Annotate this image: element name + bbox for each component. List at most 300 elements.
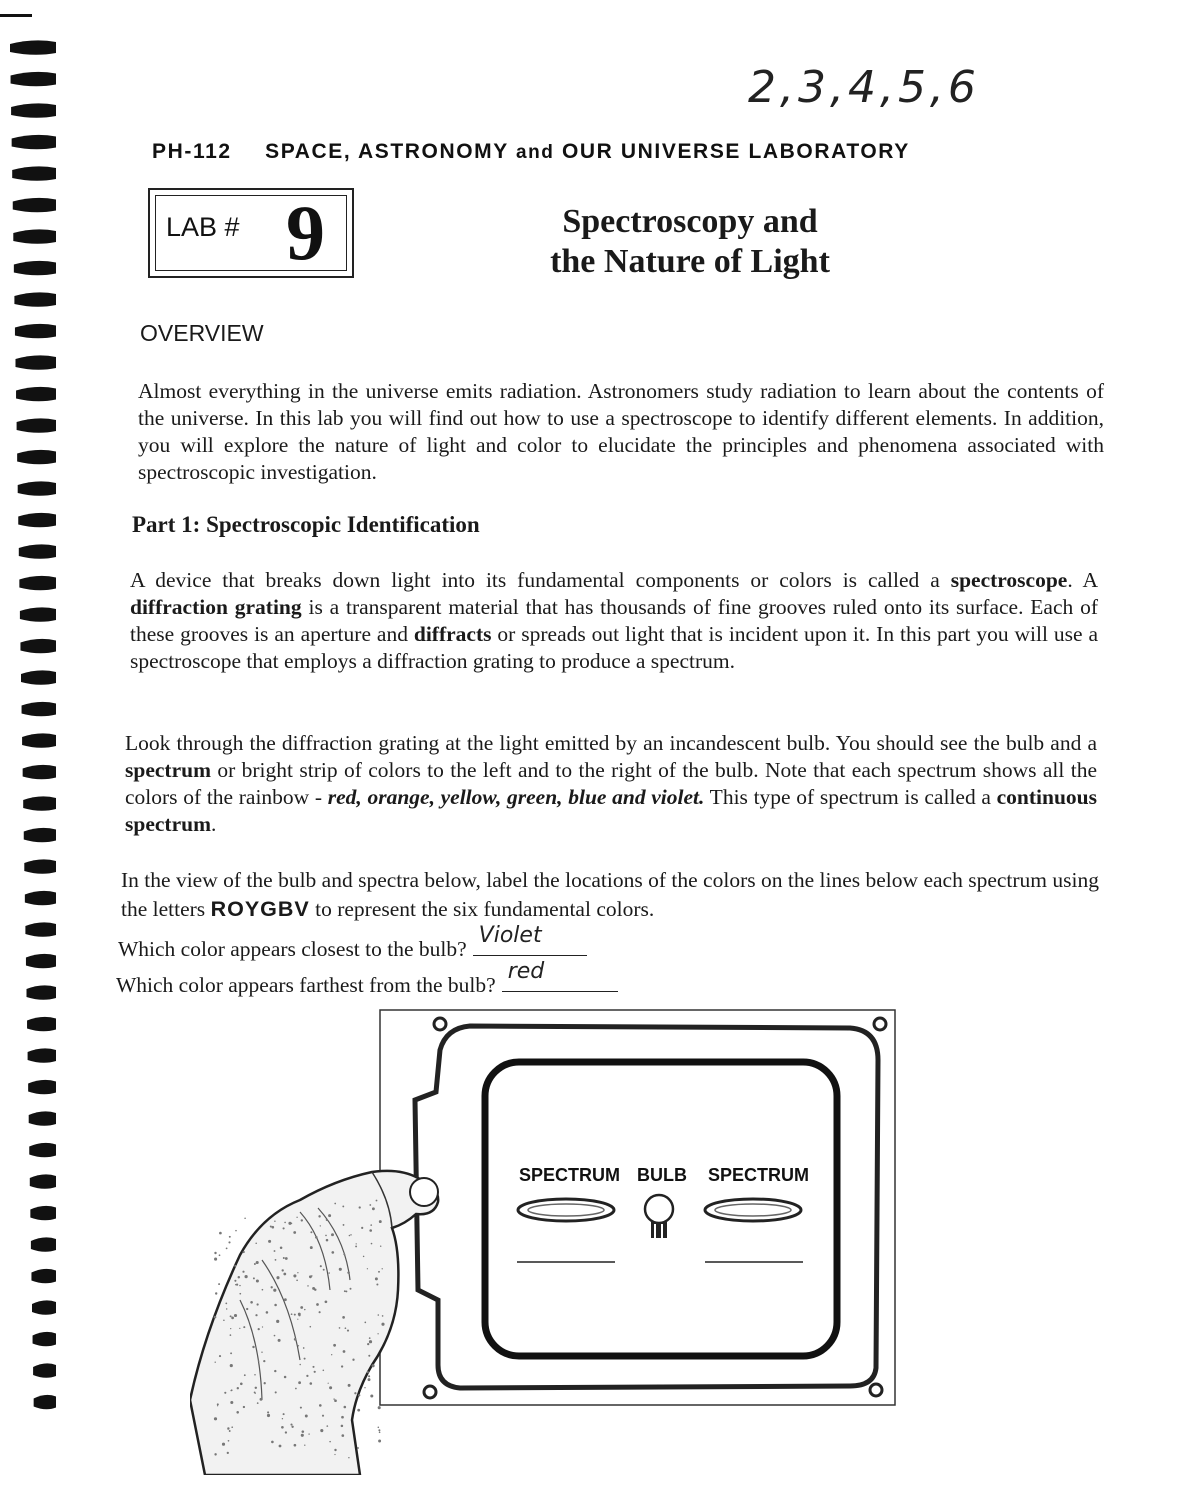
stipple-dot — [322, 1415, 324, 1417]
stipple-dot — [301, 1434, 304, 1437]
stipple-dot — [283, 1413, 285, 1415]
stipple-dot — [323, 1269, 325, 1271]
stipple-dot — [378, 1427, 380, 1429]
stipple-dot — [262, 1326, 263, 1327]
stipple-dot — [344, 1406, 347, 1409]
question-text: Which color appears closest to the bulb? — [118, 937, 467, 961]
stipple-dot — [378, 1406, 381, 1409]
stipple-dot — [260, 1398, 263, 1401]
stipple-dot — [380, 1245, 381, 1246]
binding-ring — [13, 229, 56, 243]
stipple-dot — [234, 1280, 236, 1282]
binding-ring — [19, 544, 56, 558]
stipple-dot — [325, 1300, 328, 1303]
stipple-dot — [339, 1268, 342, 1271]
stipple-dot — [369, 1204, 371, 1206]
stipple-dot — [267, 1411, 269, 1413]
stipple-dot — [275, 1391, 277, 1393]
stipple-dot — [250, 1301, 253, 1304]
rainbow-colors: red, orange, yellow, green, blue and violet. — [327, 785, 705, 809]
stipple-dot — [369, 1229, 372, 1232]
text: In the view of the bulb and spectra below, label the locations of the colors on the lines below each spectrum using the letters — [121, 868, 1099, 921]
stipple-dot — [348, 1457, 349, 1458]
binding-ring — [31, 1269, 56, 1283]
binding-ring — [20, 639, 56, 653]
stipple-dot — [297, 1319, 298, 1320]
stipple-dot — [219, 1355, 221, 1357]
binding-ring — [12, 166, 56, 180]
stipple-dot — [270, 1225, 272, 1227]
stipple-dot — [382, 1268, 383, 1269]
stipple-dot — [381, 1323, 384, 1326]
stipple-dot — [218, 1283, 220, 1285]
stipple-dot — [274, 1335, 276, 1337]
stipple-dot — [354, 1392, 356, 1394]
text: A device that breaks down light into its fundamental components or colors is called a — [130, 568, 951, 592]
stipple-dot — [231, 1426, 233, 1428]
stipple-dot — [267, 1414, 270, 1417]
stipple-dot — [256, 1279, 259, 1282]
stipple-dot — [226, 1248, 228, 1250]
binding-ring — [14, 261, 56, 275]
stipple-dot — [320, 1265, 322, 1267]
stipple-dot — [228, 1241, 230, 1243]
stipple-dot — [367, 1343, 369, 1345]
stipple-dot — [363, 1256, 365, 1258]
stipple-dot — [306, 1375, 308, 1377]
stipple-dot — [274, 1370, 276, 1372]
lab-title-line2: the Nature of Light — [550, 243, 830, 280]
stipple-dot — [302, 1430, 305, 1433]
answer-field-farthest[interactable] — [502, 959, 618, 992]
course-title-and: and — [515, 142, 555, 163]
binding-ring — [24, 859, 56, 873]
stipple-dot — [323, 1370, 325, 1372]
stipple-dot — [276, 1320, 279, 1323]
binding-ring — [18, 513, 56, 527]
binding-ring — [17, 418, 56, 432]
binding-ring — [30, 1206, 56, 1220]
stipple-dot — [375, 1277, 378, 1280]
stipple-dot — [280, 1247, 283, 1250]
binding-ring — [32, 1300, 56, 1314]
stipple-dot — [219, 1232, 222, 1235]
stipple-dot — [291, 1426, 293, 1428]
text: or spreads out light that is incident upon it. In this part you will use a spectroscope that employs a diffraction grating to produce a spectrum. — [130, 622, 1098, 673]
binding-ring — [34, 1395, 56, 1409]
incandescent-bulb-paragraph — [125, 730, 1097, 838]
stipple-dot — [273, 1289, 276, 1292]
stipple-dot — [266, 1311, 269, 1314]
stipple-dot — [278, 1339, 281, 1342]
stipple-dot — [371, 1243, 373, 1245]
stipple-dot — [275, 1259, 277, 1261]
stipple-dot — [377, 1333, 378, 1334]
binding-ring — [18, 481, 56, 495]
stipple-dot — [378, 1440, 381, 1443]
binding-ring — [33, 1332, 56, 1346]
stipple-dot — [230, 1315, 232, 1317]
stipple-dot — [282, 1418, 283, 1419]
binding-ring — [27, 1017, 56, 1031]
text: This type of spectrum is called a — [704, 785, 997, 809]
stipple-dot — [299, 1364, 301, 1366]
stipple-dot — [261, 1351, 262, 1352]
stipple-dot — [255, 1314, 257, 1316]
stipple-dot — [320, 1429, 323, 1432]
spiral-binding — [0, 0, 60, 1487]
stipple-dot — [378, 1314, 380, 1316]
part1-heading: Part 1: Spectroscopic Identification — [132, 512, 480, 537]
stipple-dot — [296, 1279, 298, 1281]
stipple-dot — [262, 1289, 264, 1291]
stipple-dot — [243, 1406, 245, 1408]
stipple-dot — [382, 1315, 384, 1317]
label-spectrum-right: SPECTRUM — [708, 1165, 810, 1185]
stipple-dot — [364, 1322, 366, 1324]
binding-ring — [27, 985, 57, 999]
course-title-part1: SPACE, ASTRONOMY — [265, 140, 509, 163]
binding-ring — [20, 607, 56, 621]
stipple-dot — [229, 1236, 231, 1238]
text: is a transparent material that has thousands of fine grooves ruled onto its surface. Each of these grooves is an aperture and — [130, 595, 1098, 646]
stipple-dot — [357, 1447, 359, 1449]
stipple-dot — [279, 1445, 282, 1448]
stipple-dot — [285, 1431, 287, 1433]
stipple-dot — [368, 1375, 370, 1377]
stipple-dot — [284, 1298, 287, 1301]
binding-ring — [29, 1143, 56, 1157]
lab-number: 9 — [286, 189, 325, 276]
stipple-dot — [305, 1415, 308, 1418]
stipple-dot — [334, 1449, 336, 1451]
stipple-dot — [255, 1242, 257, 1244]
stipple-dot — [320, 1225, 321, 1226]
stipple-dot — [308, 1433, 309, 1434]
stipple-dot — [344, 1290, 346, 1292]
binding-ring — [23, 796, 56, 810]
stipple-dot — [297, 1272, 298, 1273]
stipple-dot — [258, 1328, 260, 1330]
lab-number-box — [148, 188, 354, 278]
stipple-dot — [359, 1206, 361, 1208]
stipple-dot — [333, 1344, 336, 1347]
stipple-dot — [328, 1383, 329, 1384]
stipple-dot — [283, 1227, 285, 1229]
stipple-dot — [258, 1360, 259, 1361]
stipple-dot — [294, 1314, 296, 1316]
stipple-dot — [311, 1275, 313, 1277]
stipple-dot — [349, 1235, 351, 1237]
stipple-dot — [331, 1251, 334, 1254]
text: or bright strip of colors to the left and to the right of the bulb. Note that each spectrum shows all the colors of the rainbow - — [125, 758, 1097, 809]
course-header — [152, 140, 910, 164]
course-code: PH-112 — [152, 140, 232, 163]
text: . — [210, 812, 217, 836]
stipple-dot — [256, 1261, 259, 1264]
stipple-dot — [288, 1222, 291, 1225]
stipple-dot — [364, 1387, 365, 1388]
stipple-dot — [300, 1306, 303, 1309]
stipple-dot — [298, 1314, 300, 1316]
stipple-dot — [217, 1403, 219, 1405]
stipple-dot — [238, 1276, 240, 1278]
stipple-dot — [312, 1287, 315, 1290]
stipple-dot — [304, 1309, 305, 1310]
stipple-dot — [284, 1376, 287, 1379]
binding-ring — [15, 324, 56, 338]
stipple-dot — [370, 1394, 373, 1397]
handwritten-page-numbers: 2,3,4,5,6 — [748, 62, 980, 113]
stipple-dot — [342, 1205, 344, 1207]
stipple-dot — [284, 1222, 286, 1224]
binding-ring — [25, 922, 56, 936]
label-spectrum-left: SPECTRUM — [519, 1165, 621, 1185]
overview-heading: OVERVIEW — [140, 320, 264, 346]
stipple-dot — [214, 1252, 216, 1254]
stipple-dot — [239, 1293, 241, 1295]
stipple-dot — [234, 1265, 236, 1267]
stipple-dot — [331, 1354, 332, 1355]
binding-ring — [17, 450, 56, 464]
stipple-dot — [350, 1288, 352, 1290]
stipple-dot — [316, 1303, 319, 1306]
stipple-dot — [246, 1308, 248, 1310]
stipple-dot — [352, 1359, 354, 1361]
stipple-dot — [343, 1253, 345, 1255]
stipple-dot — [347, 1271, 350, 1274]
binding-ring — [31, 1237, 56, 1251]
stipple-dot — [334, 1203, 336, 1205]
stipple-dot — [319, 1311, 321, 1313]
stipple-dot — [367, 1268, 368, 1269]
stipple-dot — [310, 1382, 313, 1385]
stipple-dot — [345, 1290, 347, 1292]
binding-ring — [13, 198, 56, 212]
stipple-dot — [312, 1366, 314, 1368]
stipple-dot — [356, 1243, 357, 1244]
stipple-dot — [357, 1409, 360, 1412]
answer-field-closest[interactable] — [473, 923, 587, 956]
stipple-dot — [329, 1386, 332, 1389]
stipple-dot — [304, 1445, 305, 1446]
stipple-dot — [348, 1384, 351, 1387]
stipple-dot — [253, 1277, 255, 1279]
handwritten-answer: red — [507, 959, 545, 984]
text: . A — [1067, 568, 1098, 592]
spectrum-left-oval — [518, 1199, 614, 1221]
stipple-dot — [361, 1227, 363, 1229]
stipple-dot — [219, 1254, 221, 1256]
text: to represent the six fundamental colors. — [309, 897, 655, 921]
stipple-dot — [342, 1316, 345, 1319]
lab-label: LAB # — [166, 212, 240, 242]
lab-title-line1: Spectroscopy and — [562, 203, 818, 240]
stipple-dot — [347, 1330, 349, 1332]
stipple-dot — [235, 1230, 237, 1232]
lab-title — [500, 202, 880, 282]
stipple-dot — [300, 1407, 302, 1409]
stipple-dot — [264, 1382, 266, 1384]
term-continuous-spectrum: continuous spectrum — [125, 785, 1097, 836]
stipple-dot — [376, 1200, 378, 1202]
stipple-dot — [293, 1231, 296, 1234]
stipple-dot — [230, 1352, 232, 1354]
stipple-dot — [301, 1219, 303, 1221]
binding-ring — [28, 1080, 56, 1094]
stipple-dot — [244, 1374, 246, 1376]
stipple-dot — [341, 1434, 344, 1437]
binding-ring — [33, 1363, 56, 1377]
stipple-dot — [215, 1292, 217, 1294]
stipple-dot — [310, 1246, 313, 1249]
stipple-dot — [239, 1285, 240, 1286]
stipple-dot — [214, 1453, 216, 1455]
stipple-dot — [271, 1441, 274, 1444]
stipple-dot — [343, 1350, 346, 1353]
binding-ring — [14, 292, 56, 306]
stipple-dot — [328, 1214, 331, 1217]
stipple-dot — [257, 1402, 259, 1404]
binding-ring — [10, 40, 56, 54]
stipple-dot — [334, 1454, 335, 1455]
stipple-dot — [254, 1391, 256, 1393]
label-instructions-paragraph — [121, 866, 1099, 924]
binding-ring — [26, 954, 56, 968]
binding-ring — [30, 1174, 56, 1188]
stipple-dot — [214, 1258, 217, 1261]
stipple-dot — [227, 1428, 228, 1429]
stipple-dot — [293, 1274, 296, 1277]
binding-ring — [29, 1111, 56, 1125]
stipple-dot — [224, 1392, 226, 1394]
stipple-dot — [319, 1404, 322, 1407]
term-spectroscope: spectroscope — [950, 568, 1068, 592]
stipple-dot — [274, 1250, 276, 1252]
stipple-dot — [294, 1338, 297, 1341]
stipple-dot — [343, 1224, 345, 1226]
term-diffracts: diffracts — [413, 622, 492, 646]
stipple-dot — [291, 1313, 293, 1315]
stipple-dot — [303, 1347, 305, 1349]
stipple-dot — [245, 1275, 248, 1278]
stipple-dot — [230, 1364, 233, 1367]
stipple-dot — [237, 1387, 239, 1389]
label-bulb: BULB — [637, 1165, 687, 1185]
binding-ring — [16, 387, 56, 401]
stipple-dot — [304, 1358, 306, 1360]
binding-ring — [19, 576, 56, 590]
spectrum-right-oval — [705, 1199, 801, 1221]
stipple-dot — [372, 1207, 375, 1210]
stipple-dot — [217, 1405, 218, 1406]
term-diffraction-grating: diffraction grating — [130, 595, 302, 619]
stipple-dot — [296, 1217, 297, 1218]
stipple-dot — [358, 1394, 360, 1396]
stipple-dot — [229, 1430, 231, 1432]
binding-top-edge — [0, 14, 32, 17]
stipple-dot — [283, 1273, 286, 1276]
stipple-dot — [325, 1235, 327, 1237]
stipple-dot — [334, 1399, 337, 1402]
stipple-dot — [310, 1326, 312, 1328]
stipple-dot — [236, 1283, 238, 1285]
stipple-dot — [326, 1219, 328, 1221]
stipple-dot — [379, 1220, 382, 1223]
stipple-dot — [355, 1245, 357, 1247]
stipple-dot — [333, 1398, 334, 1399]
stipple-dot — [376, 1283, 378, 1285]
stipple-dot — [290, 1424, 292, 1426]
stipple-dot — [276, 1276, 279, 1279]
stipple-dot — [240, 1383, 243, 1386]
stipple-dot — [244, 1218, 246, 1220]
stipple-dot — [274, 1220, 275, 1221]
stipple-dot — [341, 1425, 344, 1428]
question-closest-color — [118, 923, 587, 962]
stipple-dot — [369, 1340, 372, 1343]
stipple-dot — [255, 1387, 257, 1389]
stipple-dot — [370, 1224, 372, 1226]
binding-ring — [11, 103, 56, 117]
stipple-dot — [225, 1303, 227, 1305]
stipple-dot — [214, 1417, 217, 1420]
stipple-dot — [341, 1416, 344, 1419]
stipple-dot — [272, 1226, 275, 1229]
binding-ring — [23, 765, 56, 779]
stipple-dot — [214, 1316, 217, 1319]
stipple-dot — [243, 1251, 245, 1253]
stipple-dot — [350, 1234, 351, 1235]
stipple-dot — [252, 1346, 254, 1348]
stipple-dot — [307, 1285, 309, 1287]
handwritten-answer: Violet — [478, 923, 542, 948]
stipple-dot — [274, 1304, 277, 1307]
spectroscope-illustration — [190, 1005, 905, 1475]
stipple-dot — [294, 1444, 297, 1447]
stipple-dot — [341, 1365, 343, 1367]
stipple-dot — [256, 1303, 258, 1305]
stipple-dot — [223, 1320, 225, 1322]
stipple-dot — [326, 1239, 329, 1242]
stipple-dot — [368, 1378, 371, 1381]
binding-ring — [12, 135, 56, 149]
stipple-dot — [310, 1231, 312, 1233]
stipple-dot — [318, 1215, 320, 1217]
binding-ring — [22, 702, 56, 716]
term-spectrum: spectrum — [125, 758, 211, 782]
stipple-dot — [369, 1337, 371, 1339]
stipple-dot — [282, 1269, 284, 1271]
spectroscope-paragraph — [130, 567, 1098, 675]
stipple-dot — [339, 1327, 341, 1329]
question-farthest-color — [116, 959, 618, 998]
stipple-dot — [329, 1441, 331, 1443]
stipple-dot — [230, 1328, 231, 1329]
stipple-dot — [372, 1364, 375, 1367]
course-title-part2: OUR UNIVERSE LABORATORY — [561, 140, 910, 163]
stipple-dot — [378, 1271, 380, 1273]
stipple-dot — [285, 1257, 288, 1260]
stipple-dot — [315, 1236, 318, 1239]
binding-ring — [21, 670, 56, 684]
stipple-dot — [378, 1429, 380, 1431]
stipple-dot — [326, 1425, 328, 1427]
stipple-dot — [331, 1233, 334, 1236]
binding-ring — [25, 891, 56, 905]
stipple-dot — [236, 1411, 239, 1414]
stipple-dot — [239, 1328, 240, 1329]
